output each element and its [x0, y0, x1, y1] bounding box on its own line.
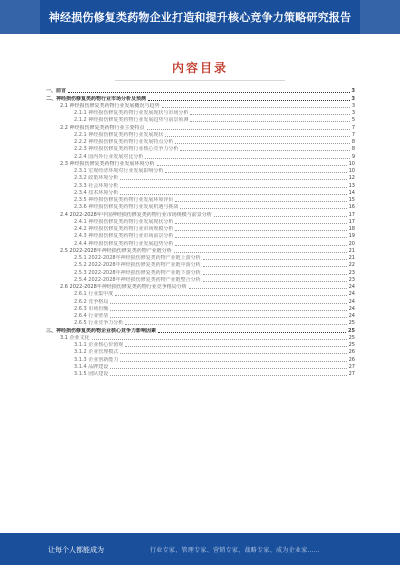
toc-dot-leader	[175, 230, 346, 231]
toc-entry-page-number: 10	[348, 168, 355, 174]
toc-dot-leader	[175, 201, 346, 202]
toc-dot-leader	[120, 353, 346, 354]
toc-dot-leader	[110, 368, 346, 369]
toc-entry-page-number: 22	[348, 262, 355, 269]
toc-dot-leader	[180, 150, 349, 151]
toc-entry-label: 2.4.2 神经损伤修复类药物行业市场规模分析	[74, 226, 174, 232]
toc-entry-page-number: 25	[348, 320, 355, 327]
toc-entry-label: 2.5.1 2022-2028年神经损伤修复类药物产业链上游分析	[74, 255, 201, 261]
toc-entry-page-number: 23	[348, 269, 355, 276]
toc-entry[interactable]	[40, 312, 355, 319]
toc-dot-leader	[120, 361, 346, 362]
toc-dot-leader	[147, 129, 350, 130]
toc-entry-label: 二、神经损伤修复类药物行业市场分析及预测	[46, 95, 147, 102]
toc-entry[interactable]	[40, 232, 355, 239]
toc-dot-leader	[189, 288, 347, 289]
toc-entry-page-number: 21	[348, 255, 355, 261]
toc-dot-leader	[148, 100, 350, 101]
toc-entry-label: 2.4 2022-2028年中国神经损伤修复类药物行业市场规模与前景分析	[60, 211, 212, 218]
toc-entry-label: 2.2.2 神经损伤修复类药物行业发展特点分析	[74, 139, 174, 145]
toc-entry-label: 2.2.3 神经损伤修复类药物行业核心竞争力分析	[74, 146, 179, 153]
toc-dot-leader	[175, 237, 346, 238]
toc-entry[interactable]	[40, 268, 355, 275]
toc-entry-page-number: 23	[348, 276, 355, 283]
toc-entry-label: 2.4.3 神经损伤修复类药物行业市场前景分析	[74, 233, 174, 240]
toc-entry-page-number: 27	[348, 371, 355, 377]
toc-entry-label: 2.1.2 神经损伤修复类药物行业发展趋势与前景预测	[74, 117, 189, 124]
toc-entry[interactable]	[40, 102, 355, 109]
toc-entry-page-number: 5	[351, 117, 355, 124]
table-of-contents	[40, 87, 355, 377]
toc-entry[interactable]	[40, 138, 355, 145]
toc-dot-leader	[120, 194, 346, 195]
toc-entry-label: 三、神经损伤修复类药物企业核心竞争力影响因素	[46, 327, 157, 334]
report-header	[0, 0, 400, 34]
toc-entry[interactable]	[40, 131, 355, 138]
toc-dot-leader	[162, 107, 350, 108]
toc-entry-label: 2.3.5 神经损伤修复类药物行业发展环境评价	[74, 197, 174, 203]
toc-entry[interactable]	[40, 261, 355, 268]
toc-entry-page-number: 17	[348, 211, 355, 218]
toc-entry[interactable]	[40, 152, 355, 159]
toc-entry-label: 3.1 企业文化	[60, 334, 90, 341]
toc-entry-page-number: 24	[348, 298, 355, 305]
report-title: 神经损伤修复类药物企业打造和提升核心竞争力策略研究报告	[48, 11, 352, 24]
toc-dot-leader	[180, 208, 346, 209]
toc-heading-divider	[115, 80, 285, 81]
toc-entry-page-number: 8	[351, 139, 355, 145]
toc-dot-leader	[145, 158, 349, 159]
toc-entry[interactable]	[40, 297, 355, 304]
toc-entry-label: 3.1.2 企业管理模式	[74, 349, 119, 356]
footer-tagline: 行业专家、管理专家、营销专家、战略专家、成为企业家……	[150, 547, 321, 554]
toc-entry-page-number: 3	[351, 95, 355, 102]
toc-entry-page-number: 25	[348, 342, 355, 348]
toc-entry-label: 2.5.3 2022-2028年神经损伤修复类药物产业链下游分析	[74, 269, 201, 276]
toc-entry[interactable]	[40, 160, 355, 167]
toc-entry[interactable]	[40, 355, 355, 362]
footer-slogan: 让每个人都能成为	[48, 546, 104, 554]
toc-entry-page-number: 24	[348, 313, 355, 319]
toc-entry-label: 2.5.2 2022-2028年神经损伤修复类药物产业链中游分析	[74, 262, 201, 269]
toc-entry-label: 2.4.4 神经损伤修复类药物行业发展趋势分析	[74, 240, 174, 247]
toc-entry[interactable]	[40, 109, 355, 116]
toc-entry-label: 2.5 2022-2028年神经损伤修复类药物产业链分析	[60, 247, 172, 254]
toc-entry-label: 3.1.3 企业创新能力	[74, 356, 119, 363]
toc-entry-label: 2.6 2022-2028年神经损伤修复类药物行业竞争格局分析	[60, 284, 187, 290]
toc-entry[interactable]	[40, 116, 355, 123]
toc-entry[interactable]	[40, 225, 355, 232]
toc-entry-page-number: 12	[348, 175, 355, 182]
toc-entry[interactable]	[40, 370, 355, 377]
toc-dot-leader	[165, 136, 349, 137]
toc-entry-label: 3.1.1 企业核心价值观	[74, 342, 124, 348]
toc-dot-leader	[120, 187, 346, 188]
toc-dot-leader	[203, 259, 347, 260]
toc-entry-label: 一、前言	[46, 88, 67, 95]
toc-entry-page-number: 18	[348, 226, 355, 232]
toc-entry-label: 2.1.1 神经损伤修复类药物行业发展现状与市场分析	[74, 110, 189, 116]
toc-entry[interactable]	[40, 319, 355, 326]
toc-entry-page-number: 24	[348, 291, 355, 298]
toc-entry-page-number: 3	[351, 110, 355, 116]
toc-entry[interactable]	[40, 334, 355, 341]
toc-entry-label: 2.1 神经损伤修复类药物行业发展概况与趋势	[60, 102, 160, 109]
toc-dot-leader	[120, 179, 346, 180]
toc-entry-label: 3.1.5 团队建设	[74, 371, 109, 377]
toc-entry-label: 3.1.4 品牌建设	[74, 363, 109, 370]
toc-entry-label: 2.6.5 行业竞争力分析	[74, 320, 124, 327]
toc-entry-label: 2.2.1 神经损伤修复类药物行业发展现状	[74, 131, 164, 138]
toc-entry-page-number: 26	[348, 356, 355, 363]
toc-entry[interactable]	[40, 276, 355, 283]
toc-dot-leader	[157, 165, 347, 166]
toc-dot-leader	[158, 332, 346, 333]
toc-entry[interactable]	[40, 189, 355, 196]
toc-entry-page-number: 24	[348, 305, 355, 312]
toc-dot-leader	[175, 245, 346, 246]
toc-entry-page-number: 26	[348, 349, 355, 356]
toc-entry-label: 2.3.3 社会环境分析	[74, 182, 119, 189]
toc-entry-page-number: 13	[348, 182, 355, 189]
toc-entry-page-number: 24	[348, 284, 355, 290]
toc-entry[interactable]	[40, 145, 355, 152]
toc-entry[interactable]	[40, 123, 355, 130]
toc-entry-label: 2.6.1 行业集中度	[74, 291, 114, 298]
toc-entry[interactable]	[40, 87, 355, 94]
toc-entry-page-number: 15	[348, 197, 355, 203]
toc-entry-label: 2.3.1 宏观经济环境对行业发展影响分析	[74, 168, 164, 174]
toc-entry-page-number: 8	[351, 146, 355, 153]
toc-entry-page-number: 3	[351, 102, 355, 109]
toc-dot-leader	[165, 172, 346, 173]
toc-entry-label: 2.3.2 政策环境分析	[74, 175, 119, 182]
toc-entry-page-number: 20	[348, 240, 355, 247]
toc-entry-label: 2.3.6 神经损伤修复类药物行业发展机遇与挑战	[74, 204, 179, 211]
toc-heading: 内容目录	[171, 61, 228, 75]
toc-entry-page-number: 16	[348, 204, 355, 211]
toc-entry-label: 2.4.1 神经损伤修复类药物行业发展现状分析	[74, 218, 174, 225]
toc-entry[interactable]	[40, 326, 355, 333]
toc-entry-label: 2.3 神经损伤修复类药物行业发展环境分析	[60, 160, 155, 167]
toc-entry-label: 2.3.4 技术环境分析	[74, 189, 119, 196]
toc-dot-leader	[110, 303, 346, 304]
toc-entry[interactable]	[40, 290, 355, 297]
toc-entry-page-number: 27	[348, 363, 355, 370]
toc-entry-page-number: 7	[351, 124, 355, 131]
toc-entry[interactable]	[40, 247, 355, 254]
toc-entry-page-number: 3	[351, 88, 355, 95]
toc-entry-label: 2.2 神经损伤修复类药物行业主要特点	[60, 124, 145, 131]
toc-dot-leader	[190, 114, 349, 115]
toc-entry-label: 2.2.4 国内外行业发展对比分析	[74, 153, 144, 160]
toc-entry-page-number: 7	[351, 131, 355, 138]
toc-dot-leader	[190, 121, 349, 122]
toc-entry-page-number: 25	[348, 327, 355, 334]
toc-entry-page-number: 21	[348, 247, 355, 254]
toc-dot-leader	[203, 281, 347, 282]
toc-dot-leader	[174, 252, 347, 253]
toc-entry[interactable]	[40, 218, 355, 225]
toc-entry-page-number: 25	[348, 334, 355, 341]
toc-entry[interactable]	[40, 167, 355, 174]
toc-dot-leader	[125, 324, 346, 325]
toc-entry-page-number: 14	[348, 189, 355, 196]
toc-entry[interactable]	[40, 363, 355, 370]
toc-dot-leader	[92, 339, 347, 340]
toc-entry[interactable]	[40, 210, 355, 217]
toc-dot-leader	[68, 92, 350, 93]
toc-entry[interactable]	[40, 341, 355, 348]
toc-dot-leader	[115, 295, 346, 296]
toc-dot-leader	[203, 274, 347, 275]
report-footer	[0, 533, 400, 565]
toc-dot-leader	[110, 317, 346, 318]
toc-dot-leader	[214, 216, 347, 217]
toc-entry-label: 2.6.3 市场份额	[74, 305, 109, 312]
toc-dot-leader	[110, 375, 346, 376]
toc-entry-label: 2.5.4 2022-2028年神经损伤修复类药物产业链整合分析	[74, 276, 201, 283]
toc-dot-leader	[175, 223, 346, 224]
toc-entry[interactable]	[40, 254, 355, 261]
toc-entry-label: 2.6.2 竞争格局	[74, 298, 109, 305]
toc-entry-label: 2.6.4 行业壁垒	[74, 313, 109, 319]
toc-entry[interactable]	[40, 181, 355, 188]
toc-entry[interactable]	[40, 203, 355, 210]
toc-entry-page-number: 19	[348, 233, 355, 240]
toc-entry[interactable]	[40, 196, 355, 203]
toc-dot-leader	[203, 266, 347, 267]
toc-dot-leader	[110, 310, 346, 311]
toc-entry[interactable]	[40, 94, 355, 101]
toc-entry-page-number: 9	[351, 153, 355, 160]
toc-entry-page-number: 10	[348, 160, 355, 167]
toc-entry-page-number: 17	[348, 218, 355, 225]
toc-entry[interactable]	[40, 305, 355, 312]
toc-entry[interactable]	[40, 283, 355, 290]
toc-entry[interactable]	[40, 239, 355, 246]
toc-entry[interactable]	[40, 348, 355, 355]
toc-dot-leader	[125, 346, 346, 347]
toc-dot-leader	[175, 143, 349, 144]
toc-entry[interactable]	[40, 174, 355, 181]
